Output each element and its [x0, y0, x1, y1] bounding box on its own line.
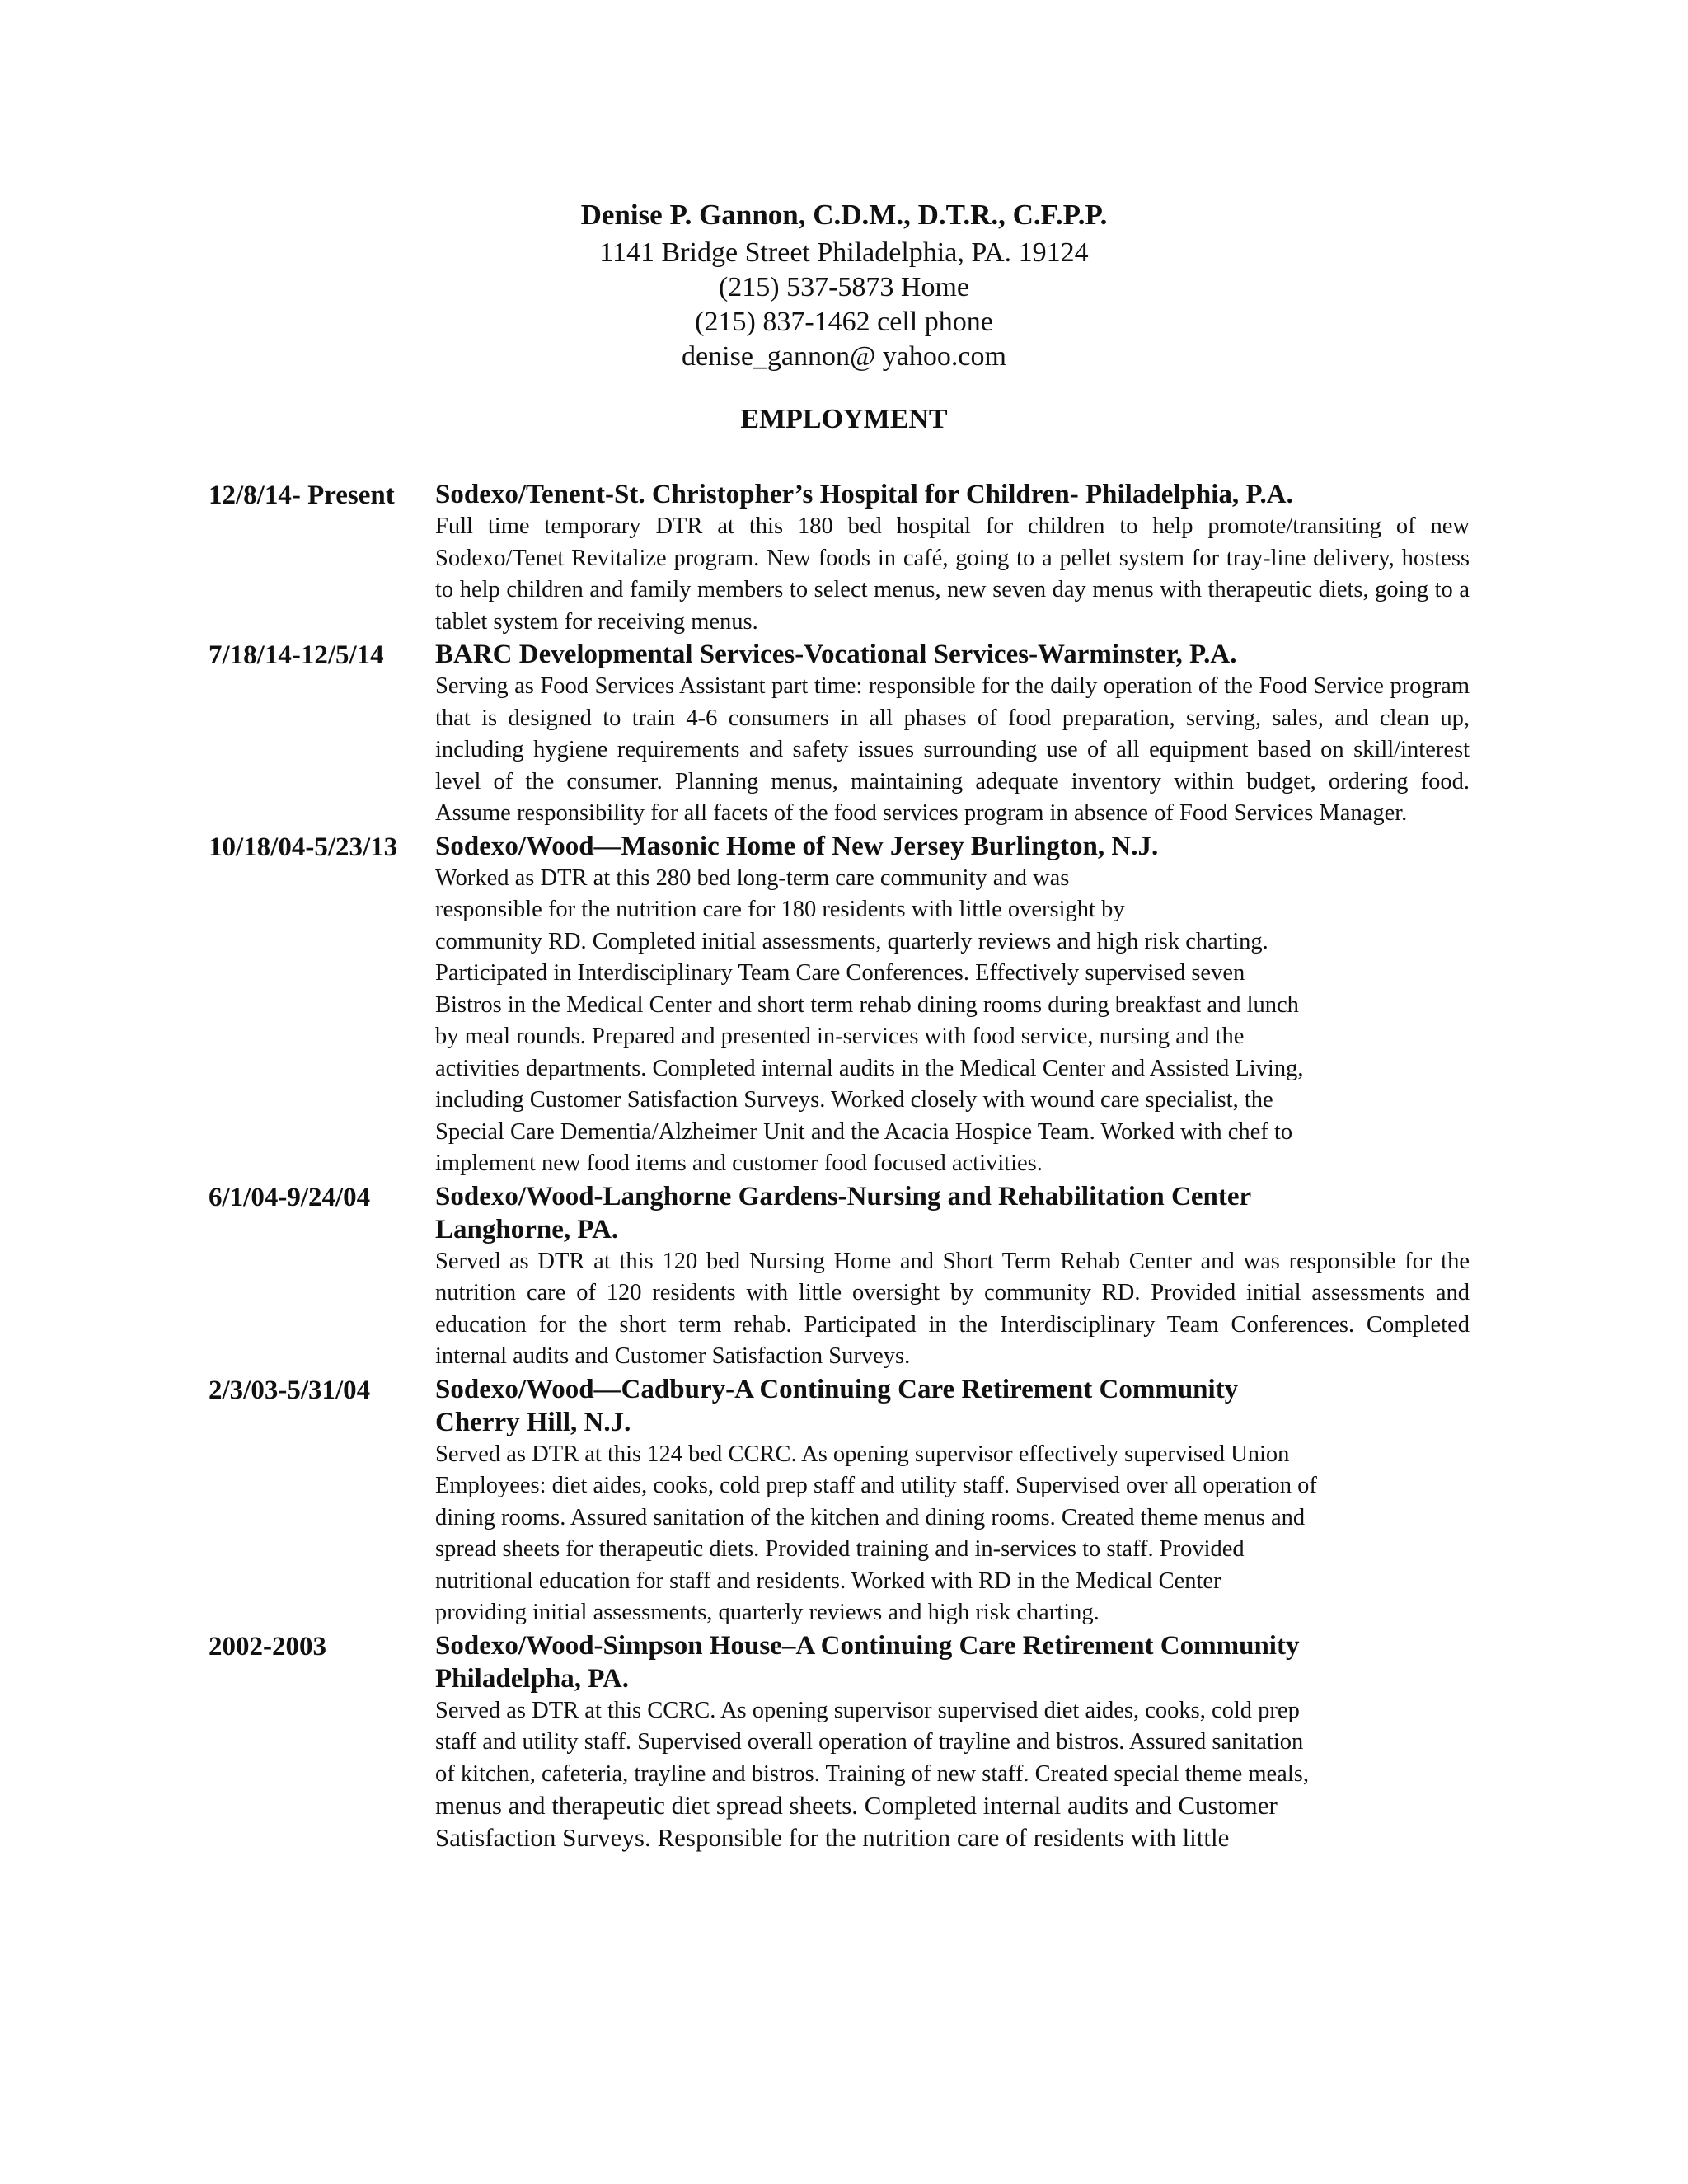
- description-line: Served as DTR at this CCRC. As opening supervisor supervised diet aides, cooks, cold prep: [435, 1697, 1300, 1723]
- employment-body: [435, 1180, 1470, 1373]
- employment-list: [209, 478, 1470, 1854]
- description-line: Worked as DTR at this 280 bed long-term care community and was: [435, 865, 1070, 891]
- employer-name: Sodexo/Tenent-St. Christopher’s Hospital for Children- Philadelphia, P.A.: [435, 480, 1293, 509]
- employment-body: [435, 478, 1470, 638]
- description-line: nutritional education for staff and residents. Worked with RD in the Medical Center: [435, 1568, 1221, 1594]
- employer-name: Sodexo/Wood—Cadbury-A Continuing Care Retirement Community: [435, 1374, 1239, 1404]
- employment-dates: 2002-2003: [209, 1631, 326, 1661]
- description-line: menus and therapeutic diet spread sheets. Completed internal audits and Customer: [435, 1791, 1278, 1820]
- employment-body: [435, 1373, 1470, 1629]
- description-line: Special Care Dementia/Alzheimer Unit and the Acacia Hospice Team. Worked with chef to: [435, 1118, 1293, 1145]
- description-line: including Customer Satisfaction Surveys. Worked closely with wound care specialist, the: [435, 1087, 1273, 1113]
- job-description: Serving as Food Services Assistant part time: responsible for the daily operation of the Food Service program that is designed to train 4-6 consumers in all phases of food preparation, serving, sales, and clean up, including hygiene requirements and safety issues surrounding use of all equipment based on skill/interest level of the consumer. Planning menus, maintaining adequate inventory within budget, ordering food. Assume responsibility for all facets of the food services program in absence of Food Services Manager.: [435, 673, 1470, 826]
- description-line: community RD. Completed initial assessments, quarterly reviews and high risk charting.: [435, 928, 1268, 954]
- description-line: spread sheets for therapeutic diets. Provided training and in-services to staff. Provided: [435, 1536, 1245, 1562]
- address: 1141 Bridge Street Philadelphia, PA. 19124: [599, 237, 1089, 268]
- description-line: responsible for the nutrition care for 180 residents with little oversight by: [435, 897, 1125, 922]
- job-description: Full time temporary DTR at this 180 bed hospital for children to help promote/transiting of new Sodexo/Tenet Revitalize program. New foods in café, going to a pellet system for tray-line delivery, hostess to help children and family members to select menus, new seven day menus with therapeutic diets, going to a tablet system for receiving menus.: [435, 513, 1470, 635]
- employment-body: [435, 638, 1470, 830]
- description-line: Bistros in the Medical Center and short term rehab dining rooms during breakfast and lunch: [435, 991, 1299, 1018]
- job-description: Served as DTR at this 120 bed Nursing Home and Short Term Rehab Center and was responsible for the nutrition care of 120 residents with little oversight by community RD. Provided initial assessments and education for the short term rehab. Participated in the Interdisciplinary Team Conferences. Completed internal audits and Customer Satisfaction Surveys.: [435, 1248, 1470, 1369]
- job-description: [435, 1695, 1470, 1854]
- employment-dates: 7/18/14-12/5/14: [209, 640, 384, 670]
- employment-dates: 6/1/04-9/24/04: [209, 1182, 371, 1212]
- section-title-employment: EMPLOYMENT: [740, 404, 948, 434]
- employer-location: Philadelpha, PA.: [435, 1663, 630, 1694]
- description-line: providing initial assessments, quarterly reviews and high risk charting.: [435, 1600, 1100, 1625]
- employment-dates: 12/8/14- Present: [209, 480, 395, 510]
- employment-entry: [209, 1373, 1470, 1629]
- description-line: by meal rounds. Prepared and presented in-services with food service, nursing and the: [435, 1024, 1245, 1049]
- description-line: implement new food items and customer food focused activities.: [435, 1151, 1043, 1176]
- description-line: Satisfaction Surveys. Responsible for the nutrition care of residents with little: [435, 1822, 1230, 1852]
- home-phone: (215) 537-5873 Home: [718, 272, 970, 302]
- description-line: Served as DTR at this 124 bed CCRC. As opening supervisor effectively supervised Union: [435, 1441, 1290, 1467]
- resume-header: [0, 194, 1688, 374]
- description-line: dining rooms. Assured sanitation of the kitchen and dining rooms. Created theme menus and: [435, 1504, 1306, 1530]
- description-line: staff and utility staff. Supervised overall operation of trayline and bistros. Assured sanitation: [435, 1729, 1304, 1755]
- email: denise_gannon@ yahoo.com: [682, 341, 1006, 372]
- cell-phone: (215) 837-1462 cell phone: [695, 307, 993, 337]
- description-line: Employees: diet aides, cooks, cold prep staff and utility staff. Supervised over all operation of: [435, 1473, 1317, 1498]
- employment-entry: [209, 1629, 1470, 1854]
- employment-entry: [209, 638, 1470, 830]
- employer-name: Sodexo/Wood-Langhorne Gardens-Nursing and Rehabilitation Center: [435, 1181, 1252, 1212]
- employer-name: BARC Developmental Services-Vocational Services-Warminster, P.A.: [435, 640, 1237, 669]
- employment-entry: [209, 830, 1470, 1180]
- employment-entry: [209, 478, 1470, 638]
- employer-name: Sodexo/Wood—Masonic Home of New Jersey Burlington, N.J.: [435, 831, 1159, 861]
- employment-body: [435, 1629, 1470, 1854]
- employment-entry: [209, 1180, 1470, 1373]
- employment-body: [435, 830, 1470, 1180]
- employment-dates: 2/3/03-5/31/04: [209, 1375, 371, 1405]
- employer-name: Sodexo/Wood-Simpson House–A Continuing Care Retirement Community: [435, 1630, 1300, 1661]
- employment-dates: 10/18/04-5/23/13: [209, 832, 398, 862]
- employer-location: Langhorne, PA.: [435, 1214, 619, 1244]
- description-line: of kitchen, cafeteria, trayline and bistros. Training of new staff. Created special theme meals,: [435, 1760, 1309, 1787]
- applicant-name: Denise P. Gannon, C.D.M., D.T.R., C.F.P.P.: [580, 199, 1108, 231]
- job-description: [435, 1439, 1470, 1629]
- employer-location: Cherry Hill, N.J.: [435, 1407, 631, 1437]
- description-line: Participated in Interdisciplinary Team Care Conferences. Effectively supervised seven: [435, 960, 1245, 986]
- description-line: activities departments. Completed internal audits in the Medical Center and Assisted Living,: [435, 1055, 1304, 1081]
- job-description: [435, 863, 1470, 1180]
